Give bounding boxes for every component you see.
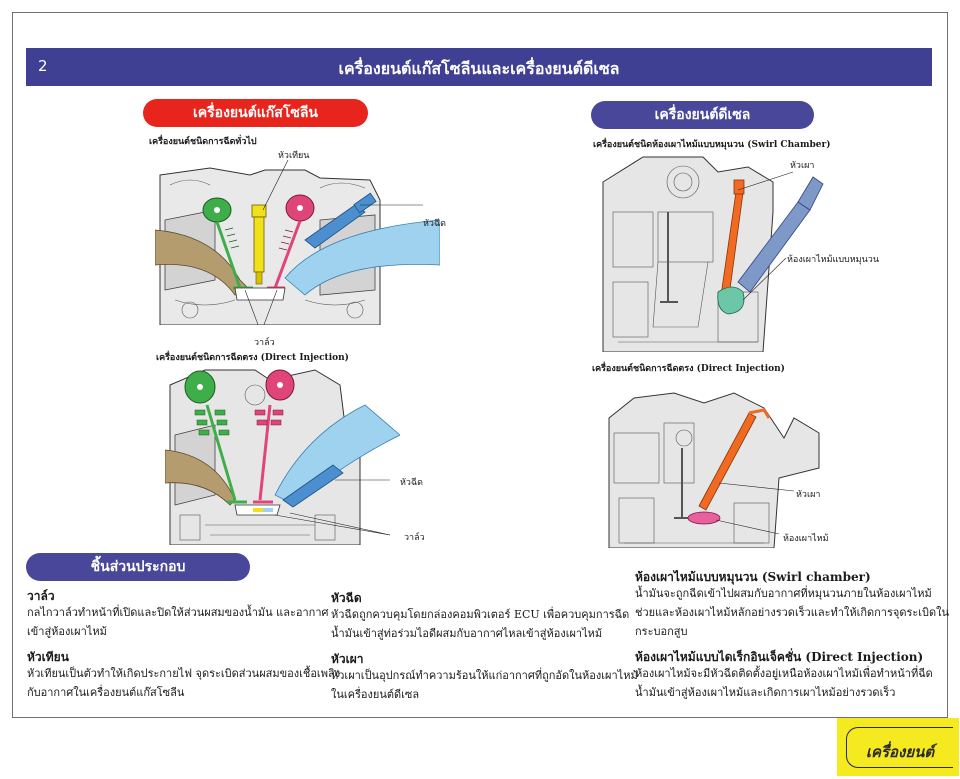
diesel-heading: เครื่องยนต์ดีเซล [591, 101, 814, 129]
valve-text-1: กลไกวาล์วทำหน้าที่เปิดและปิดให้ส่วนผสมของน้ำมัน และอากาศ [27, 606, 329, 619]
spark-plug-text-1: หัวเทียนเป็นตัวทำให้เกิดประกายไฟ จุดระเบิดส่วนผสมของเชื้อเพลิง [27, 667, 341, 680]
label-injector-port: หัวฉีด [423, 219, 446, 229]
glow-plug-text-1: หัวเผาเป็นอุปกรณ์ทำความร้อนให้แก่อากาศที่ถูกอัดในห้องเผาไหม้ [331, 669, 638, 682]
page-number: 2 [38, 57, 48, 75]
label-valve-direct: วาล์ว [404, 533, 425, 543]
valve-title: วาล์ว [27, 589, 55, 603]
swirl-chamber-text-3: กระบอกสูบ [635, 625, 688, 638]
direct-injection-text-1: ห้องเผาไหม้จะมีหัวฉีดติดตั้งอยู่เหนือห้องเผาไหม้เพื่อทำหน้าที่ฉีด [635, 667, 933, 680]
injector-title: หัวฉีด [331, 591, 362, 605]
swirl-chamber-text-2: ช่วยและห้องเผาไหม้หลักอย่างรวดเร็วและทำให้เกิดการจุดระเบิดใน [635, 606, 950, 619]
diesel-direct-injection-diagram [604, 378, 834, 548]
gasoline-heading: เครื่องยนต์แก๊สโซลีน [143, 99, 368, 127]
page-title: เครื่องยนต์แก๊สโซลีนและเครื่องยนต์ดีเซล [338, 59, 620, 78]
gasoline-direct-subtitle: เครื่องยนต์ชนิดการฉีดตรง (Direct Injection) [156, 353, 349, 363]
injector-text-1: หัวฉีดถูกควบคุมโดยกล่องคอมพิวเตอร์ ECU เพื่อควบคุมการฉีด [331, 608, 630, 621]
brand-tab [837, 718, 959, 776]
label-swirl-chamber: ห้องเผาไหม้แบบหมุนวน [787, 255, 879, 265]
gasoline-direct-injection-diagram [165, 365, 400, 545]
label-injector-direct: หัวฉีด [400, 478, 423, 488]
valve-text-2: เข้าสู่ห้องเผาไหม้ [27, 625, 107, 638]
label-glow-plug-direct: หัวเผา [796, 490, 821, 500]
brand-label: เครื่องยนต์ [865, 743, 935, 761]
components-heading: ชิ้นส่วนประกอบ [26, 553, 250, 581]
direct-injection-text-2: น้ำมันเข้าสู่ห้องเผาไหม้และเกิดการเผาไหม้อย่างรวดเร็ว [635, 686, 896, 699]
swirl-chamber-text-1: น้ำมันจะถูกฉีดเข้าไปผสมกับอากาศที่หมุนวนภายในห้องเผาไหม้ [635, 587, 932, 600]
spark-plug-text-2: กับอากาศในเครื่องยนต์แก๊สโซลีน [27, 686, 185, 699]
spark-plug-title: หัวเทียน [27, 650, 69, 664]
label-valve-port: วาล์ว [254, 338, 275, 348]
diesel-swirl-subtitle: เครื่องยนต์ชนิดห้องเผาไหม้แบบหมุนวน (Swirl Chamber) [593, 140, 831, 150]
label-combustion-chamber: ห้องเผาไหม้ [783, 534, 829, 544]
brand-tab-border [846, 727, 953, 768]
swirl-chamber-title: ห้องเผาไหม้แบบหมุนวน (Swirl chamber) [635, 570, 871, 584]
glow-plug-text-2: ในเครื่องยนต์ดีเซล [331, 688, 420, 701]
diesel-direct-subtitle: เครื่องยนต์ชนิดการฉีดตรง (Direct Injection) [592, 364, 785, 374]
title-bar [26, 48, 932, 86]
label-spark-plug: หัวเทียน [278, 151, 310, 161]
injector-text-2: น้ำมันเข้าสู่ท่อร่วมไอดีผสมกับอากาศไหลเข้าสู่ห้องเผาไหม้ [331, 627, 603, 640]
glow-plug-title: หัวเผา [331, 652, 364, 666]
gasoline-port-subtitle: เครื่องยนต์ชนิดการฉีดทั่วไป [149, 137, 257, 147]
direct-injection-title: ห้องเผาไหม้แบบไดเร็กอินเจ็คชั่น (Direct Injection) [635, 650, 924, 664]
label-glow-plug-swirl: หัวเผา [790, 161, 815, 171]
gasoline-port-injection-diagram [155, 160, 440, 325]
